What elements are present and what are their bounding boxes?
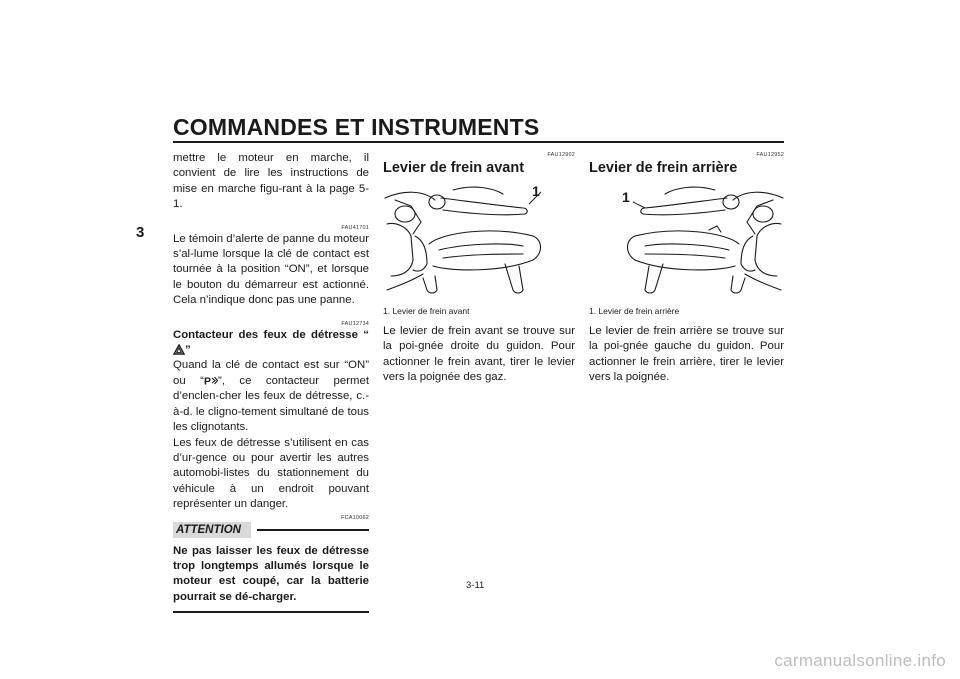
hazard-heading-suffix: ” [185, 344, 191, 357]
attention-text: Ne pas laisser les feux de détresse trop longtemps allumés lorsque le moteur est coupé, car la batterie pourrait se dé-charger. [173, 544, 369, 603]
svg-text:P: P [203, 375, 211, 386]
page-number: 3-11 [466, 580, 485, 591]
section-code: FAU12952 [756, 152, 784, 158]
parking-p-icon [204, 375, 218, 386]
hazard-paragraph-1b: ”, ce contacteur permet d’enclen-cher les feux de détresse, c.-à-d. le cligno-tement simultané de tous les clignotants. [173, 374, 369, 434]
rear-brake-callout: 1 [622, 189, 630, 205]
hazard-heading [173, 328, 369, 359]
hazard-heading-prefix: Contacteur des feux de détresse “ [173, 328, 369, 341]
page-title: COMMANDES ET INSTRUMENTS [173, 114, 540, 140]
column-2-text [383, 324, 575, 386]
rear-brake-caption: 1. Levier de frein arrière [589, 306, 680, 316]
hazard-paragraph-2: Les feux de détresse s’utilisent en cas d’ur-gence ou pour avertir les autres automobi-listes du stationnement du véhicule à un endroit pouvant représenter un danger. [173, 436, 369, 511]
column-3 [589, 151, 784, 177]
hazard-paragraph-1a: Quand la clé de contact est sur “ON” ou “ [173, 359, 369, 387]
column-1 [173, 151, 369, 613]
front-brake-caption: 1. Levier de frein avant [383, 306, 470, 316]
column-3-text [589, 324, 784, 386]
watermark[interactable]: carmanualsonline.info [774, 651, 946, 670]
attention-row [173, 522, 369, 540]
hazard-triangle-icon [173, 344, 185, 355]
rear-brake-illustration [589, 180, 785, 300]
rear-brake-paragraph: Le levier de frein arrière se trouve sur la poi-gnée gauche du guidon. Pour actionner le frein arrière, tirer le levier vers la poignée. [589, 325, 784, 384]
front-brake-illustration [383, 180, 577, 300]
section-code: FAU12734 [341, 320, 369, 327]
hazard-paragraph-1 [173, 358, 369, 435]
attention-line [257, 529, 369, 531]
rear-brake-heading: Levier de frein arrière [589, 160, 738, 176]
front-brake-callout: 1 [532, 183, 540, 199]
title-rule [173, 141, 784, 143]
attention-code: FCA10062 [341, 514, 369, 521]
front-brake-heading: Levier de frein avant [383, 160, 525, 176]
front-brake-paragraph: Le levier de frein avant se trouve sur la poi-gnée droite du guidon. Pour actionner le frein avant, tirer le levier vers la poignée des gaz. [383, 325, 575, 384]
chapter-tab: 3 [136, 224, 145, 241]
intro-paragraph: mettre le moteur en marche, il convient de lire les instructions de mise en marche figu-rant à la page 5-1. [173, 152, 369, 211]
attention-badge: ATTENTION [173, 522, 251, 538]
section-code: FAU12902 [547, 152, 575, 158]
section-code: FAU41701 [341, 224, 369, 231]
engine-warning-paragraph: Le témoin d’alerte de panne du moteur s’al-lume lorsque la clé de contact est tournée à la position “ON”, et lorsque le bouton du démarreur est actionné. Cela n’indique donc pas une panne. [173, 232, 369, 307]
attention-end-rule [173, 611, 369, 613]
column-2 [383, 151, 575, 177]
